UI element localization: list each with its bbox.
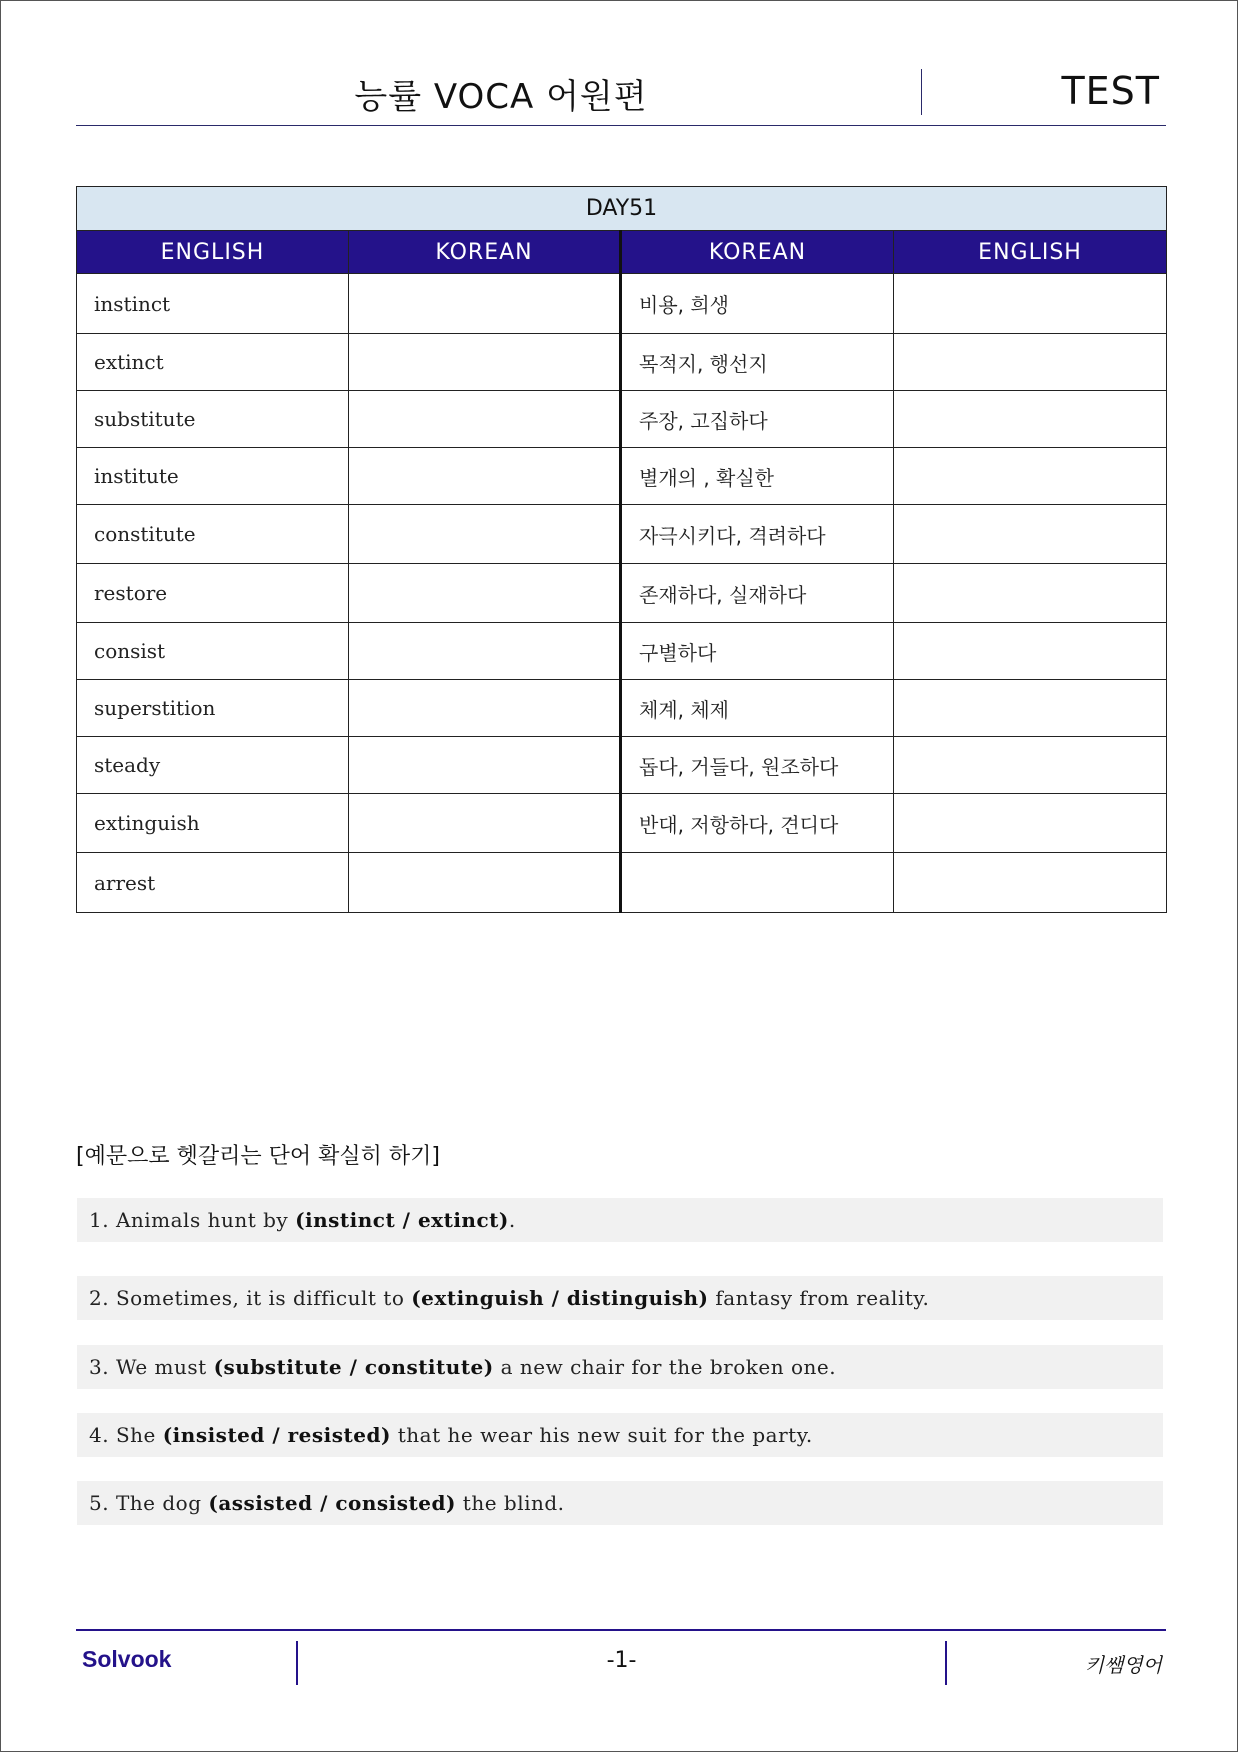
english-word: restore bbox=[77, 564, 349, 623]
english-answer-blank[interactable] bbox=[894, 274, 1167, 334]
header-divider bbox=[921, 69, 922, 115]
exercise-item bbox=[77, 1345, 1163, 1389]
exercise-choice[interactable]: (extinguish / distinguish) bbox=[411, 1286, 709, 1310]
exercise-section-title: [예문으로 헷갈리는 단어 확실히 하기] bbox=[76, 1144, 440, 1169]
table-row bbox=[77, 391, 1167, 448]
exercise-choice[interactable]: (substitute / constitute) bbox=[213, 1355, 494, 1379]
english-word: consist bbox=[77, 623, 349, 680]
korean-meaning: 존재하다, 실재하다 bbox=[621, 564, 894, 623]
table-row bbox=[77, 623, 1167, 680]
footer-divider bbox=[945, 1641, 947, 1685]
table-row bbox=[77, 564, 1167, 623]
table-row bbox=[77, 680, 1167, 737]
korean-answer-blank[interactable] bbox=[349, 274, 621, 334]
exercise-text: the blind. bbox=[455, 1491, 565, 1515]
korean-meaning: 돕다, 거들다, 원조하다 bbox=[621, 737, 894, 794]
korean-answer-blank[interactable] bbox=[349, 737, 621, 794]
korean-answer-blank[interactable] bbox=[349, 794, 621, 853]
exercise-text: fantasy from reality. bbox=[708, 1286, 930, 1310]
table-row bbox=[77, 448, 1167, 505]
table-row bbox=[77, 853, 1167, 913]
exercise-item bbox=[77, 1481, 1163, 1525]
korean-meaning: 주장, 고집하다 bbox=[621, 391, 894, 448]
page-number: -1- bbox=[606, 1648, 637, 1673]
korean-answer-blank[interactable] bbox=[349, 853, 621, 913]
footer-rule bbox=[76, 1629, 1166, 1631]
exercise-item bbox=[77, 1413, 1163, 1457]
english-word: steady bbox=[77, 737, 349, 794]
english-answer-blank[interactable] bbox=[894, 680, 1167, 737]
english-word: instinct bbox=[77, 274, 349, 334]
english-word: institute bbox=[77, 448, 349, 505]
footer-brand: Solvook bbox=[82, 1646, 172, 1672]
english-word: constitute bbox=[77, 505, 349, 564]
korean-answer-blank[interactable] bbox=[349, 448, 621, 505]
exercise-choice[interactable]: (instinct / extinct) bbox=[295, 1208, 509, 1232]
exercise-text: 1. Animals hunt by bbox=[89, 1208, 296, 1232]
page-header bbox=[76, 63, 1166, 126]
exercise-text: 5. The dog bbox=[89, 1491, 209, 1515]
footer-author: 키쌤영어 bbox=[1084, 1653, 1162, 1677]
column-header-korean: KOREAN bbox=[349, 231, 621, 274]
exercise-choice[interactable]: (insisted / resisted) bbox=[162, 1423, 391, 1447]
table-row bbox=[77, 737, 1167, 794]
korean-meaning: 반대, 저항하다, 견디다 bbox=[621, 794, 894, 853]
english-answer-blank[interactable] bbox=[894, 448, 1167, 505]
column-header-korean: KOREAN bbox=[621, 231, 894, 274]
english-answer-blank[interactable] bbox=[894, 623, 1167, 680]
english-answer-blank[interactable] bbox=[894, 334, 1167, 391]
english-answer-blank[interactable] bbox=[894, 391, 1167, 448]
korean-answer-blank[interactable] bbox=[349, 505, 621, 564]
english-answer-blank[interactable] bbox=[894, 564, 1167, 623]
korean-answer-blank[interactable] bbox=[349, 680, 621, 737]
column-header-english: ENGLISH bbox=[894, 231, 1167, 274]
english-answer-blank[interactable] bbox=[894, 505, 1167, 564]
exercise-item bbox=[77, 1198, 1163, 1242]
exercise-text: 4. She bbox=[89, 1423, 163, 1447]
column-header-english: ENGLISH bbox=[77, 231, 349, 274]
vocab-table bbox=[76, 186, 1167, 913]
english-word: superstition bbox=[77, 680, 349, 737]
english-word: extinct bbox=[77, 334, 349, 391]
exercise-text: 2. Sometimes, it is difficult to bbox=[89, 1286, 412, 1310]
table-row bbox=[77, 794, 1167, 853]
korean-meaning: 자극시키다, 격려하다 bbox=[621, 505, 894, 564]
table-row bbox=[77, 505, 1167, 564]
korean-meaning: 비용, 희생 bbox=[621, 274, 894, 334]
korean-answer-blank[interactable] bbox=[349, 391, 621, 448]
korean-answer-blank[interactable] bbox=[349, 334, 621, 391]
korean-answer-blank[interactable] bbox=[349, 623, 621, 680]
exercise-text: that he wear his new suit for the party. bbox=[390, 1423, 813, 1447]
english-word: extinguish bbox=[77, 794, 349, 853]
korean-meaning: 구별하다 bbox=[621, 623, 894, 680]
exercise-text: . bbox=[508, 1208, 516, 1232]
exercise-choice[interactable]: (assisted / consisted) bbox=[208, 1491, 456, 1515]
english-answer-blank[interactable] bbox=[894, 737, 1167, 794]
exercise-text: a new chair for the broken one. bbox=[493, 1355, 837, 1379]
exercise-text: 3. We must bbox=[89, 1355, 214, 1379]
exercise-item bbox=[77, 1276, 1163, 1320]
table-row bbox=[77, 274, 1167, 334]
korean-meaning: 별개의 , 확실한 bbox=[621, 448, 894, 505]
day-label: DAY51 bbox=[77, 187, 1167, 231]
korean-meaning: 체계, 체제 bbox=[621, 680, 894, 737]
test-label: TEST bbox=[1061, 69, 1160, 113]
english-answer-blank[interactable] bbox=[894, 853, 1167, 913]
english-word: arrest bbox=[77, 853, 349, 913]
table-row bbox=[77, 334, 1167, 391]
english-answer-blank[interactable] bbox=[894, 794, 1167, 853]
page-title: 능률 VOCA 어원편 bbox=[354, 77, 648, 117]
english-word: substitute bbox=[77, 391, 349, 448]
korean-meaning: 목적지, 행선지 bbox=[621, 334, 894, 391]
korean-meaning bbox=[621, 853, 894, 913]
korean-answer-blank[interactable] bbox=[349, 564, 621, 623]
